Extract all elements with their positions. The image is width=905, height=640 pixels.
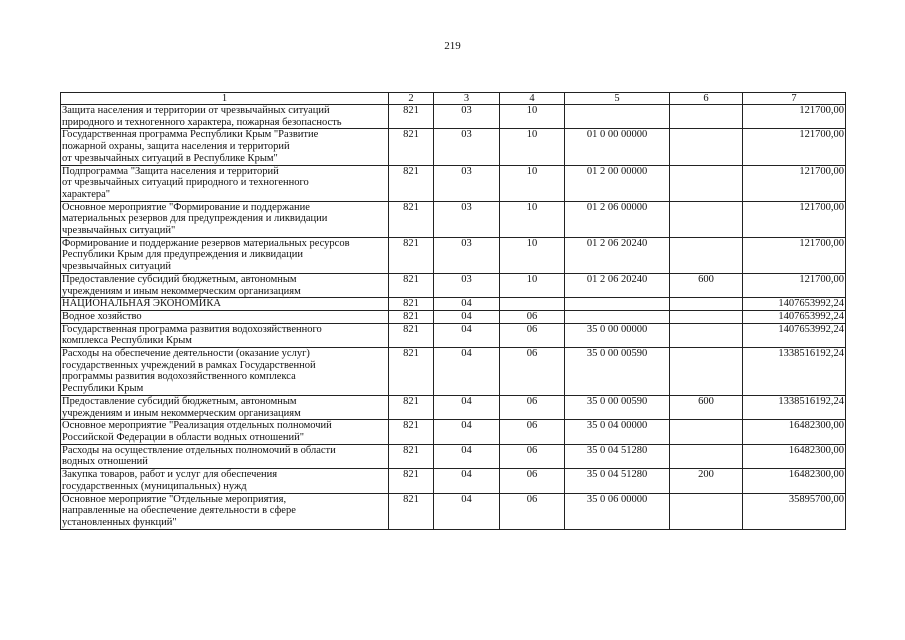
section-code-cell: 03 xyxy=(434,273,500,297)
row-name-cell: Государственная программа Республики Крым "Развитие пожарной охраны, защита населения и территорий от чрезвычайных ситуаций в Республике Крым" xyxy=(61,129,389,165)
section-code-cell: 03 xyxy=(434,201,500,237)
table-row xyxy=(61,237,846,273)
amount-cell: 121700,00 xyxy=(743,273,846,297)
amount-cell: 35895700,00 xyxy=(743,493,846,529)
expense-type-cell xyxy=(670,493,743,529)
target-article-cell: 01 0 00 00000 xyxy=(565,129,670,165)
expense-type-cell xyxy=(670,165,743,201)
expense-type-cell xyxy=(670,323,743,347)
amount-cell: 121700,00 xyxy=(743,165,846,201)
section-code-cell: 04 xyxy=(434,469,500,493)
column-header: 5 xyxy=(565,93,670,105)
expense-type-cell xyxy=(670,298,743,311)
amount-cell: 121700,00 xyxy=(743,201,846,237)
ministry-code-cell: 821 xyxy=(389,395,434,419)
amount-cell: 16482300,00 xyxy=(743,444,846,468)
table-row xyxy=(61,273,846,297)
subsection-code-cell: 06 xyxy=(500,348,565,396)
amount-cell: 1407653992,24 xyxy=(743,310,846,323)
section-code-cell: 03 xyxy=(434,129,500,165)
row-name-cell: Закупка товаров, работ и услуг для обеспечения государственных (муниципальных) нужд xyxy=(61,469,389,493)
amount-cell: 1407653992,24 xyxy=(743,298,846,311)
budget-table xyxy=(60,92,846,530)
expense-type-cell xyxy=(670,201,743,237)
subsection-code-cell: 10 xyxy=(500,105,565,129)
column-header: 3 xyxy=(434,93,500,105)
expense-type-cell: 200 xyxy=(670,469,743,493)
target-article-cell: 35 0 00 00590 xyxy=(565,348,670,396)
section-code-cell: 04 xyxy=(434,323,500,347)
target-article-cell: 35 0 04 51280 xyxy=(565,469,670,493)
target-article-cell: 35 0 06 00000 xyxy=(565,493,670,529)
row-name-cell: Расходы на обеспечение деятельности (оказание услуг) государственных учреждений в рамках Государственной программы развития водохозяйственного комплекса Республики Крым xyxy=(61,348,389,396)
amount-cell: 16482300,00 xyxy=(743,469,846,493)
target-article-cell: 01 2 06 20240 xyxy=(565,273,670,297)
subsection-code-cell: 06 xyxy=(500,444,565,468)
subsection-code-cell: 06 xyxy=(500,310,565,323)
row-name-cell: Подпрограмма "Защита населения и территорий от чрезвычайных ситуаций природного и техногенного характера" xyxy=(61,165,389,201)
table-row xyxy=(61,420,846,444)
table-row xyxy=(61,469,846,493)
ministry-code-cell: 821 xyxy=(389,323,434,347)
table-row xyxy=(61,201,846,237)
section-code-cell: 04 xyxy=(434,420,500,444)
amount-cell: 1338516192,24 xyxy=(743,348,846,396)
row-name-cell: Водное хозяйство xyxy=(61,310,389,323)
row-name-cell: Государственная программа развития водохозяйственного комплекса Республики Крым xyxy=(61,323,389,347)
table-row xyxy=(61,493,846,529)
section-code-cell: 04 xyxy=(434,444,500,468)
ministry-code-cell: 821 xyxy=(389,273,434,297)
row-name-cell: Основное мероприятие "Формирование и поддержание материальных резервов для предупреждения и ликвидации чрезвычайных ситуаций" xyxy=(61,201,389,237)
section-code-cell: 04 xyxy=(434,395,500,419)
target-article-cell: 35 0 00 00000 xyxy=(565,323,670,347)
table-row xyxy=(61,129,846,165)
ministry-code-cell: 821 xyxy=(389,129,434,165)
column-header: 7 xyxy=(743,93,846,105)
target-article-cell xyxy=(565,105,670,129)
expense-type-cell xyxy=(670,129,743,165)
target-article-cell: 01 2 06 20240 xyxy=(565,237,670,273)
amount-cell: 121700,00 xyxy=(743,105,846,129)
ministry-code-cell: 821 xyxy=(389,348,434,396)
amount-cell: 121700,00 xyxy=(743,237,846,273)
expense-type-cell xyxy=(670,444,743,468)
row-name-cell: Основное мероприятие "Отдельные мероприятия, направленные на обеспечение деятельности в сфере установленных функций" xyxy=(61,493,389,529)
expense-type-cell xyxy=(670,420,743,444)
subsection-code-cell: 06 xyxy=(500,420,565,444)
expense-type-cell: 600 xyxy=(670,395,743,419)
subsection-code-cell: 06 xyxy=(500,469,565,493)
column-header: 2 xyxy=(389,93,434,105)
table-row xyxy=(61,444,846,468)
column-header: 4 xyxy=(500,93,565,105)
subsection-code-cell: 10 xyxy=(500,129,565,165)
subsection-code-cell: 10 xyxy=(500,165,565,201)
target-article-cell: 01 2 00 00000 xyxy=(565,165,670,201)
table-row xyxy=(61,105,846,129)
section-code-cell: 04 xyxy=(434,493,500,529)
table-row xyxy=(61,165,846,201)
expense-type-cell: 600 xyxy=(670,273,743,297)
subsection-code-cell: 10 xyxy=(500,273,565,297)
row-name-cell: Защита населения и территории от чрезвычайных ситуаций природного и техногенного характера, пожарная безопасность xyxy=(61,105,389,129)
amount-cell: 121700,00 xyxy=(743,129,846,165)
amount-cell: 1338516192,24 xyxy=(743,395,846,419)
ministry-code-cell: 821 xyxy=(389,469,434,493)
row-name-cell: Формирование и поддержание резервов материальных ресурсов Республики Крым для предупреждения и ликвидации чрезвычайных ситуаций xyxy=(61,237,389,273)
target-article-cell: 01 2 06 00000 xyxy=(565,201,670,237)
target-article-cell xyxy=(565,310,670,323)
column-header: 1 xyxy=(61,93,389,105)
ministry-code-cell: 821 xyxy=(389,165,434,201)
expense-type-cell xyxy=(670,310,743,323)
subsection-code-cell: 10 xyxy=(500,237,565,273)
expense-type-cell xyxy=(670,105,743,129)
section-code-cell: 04 xyxy=(434,298,500,311)
expense-type-cell xyxy=(670,237,743,273)
amount-cell: 1407653992,24 xyxy=(743,323,846,347)
target-article-cell: 35 0 04 00000 xyxy=(565,420,670,444)
ministry-code-cell: 821 xyxy=(389,105,434,129)
section-code-cell: 03 xyxy=(434,105,500,129)
column-header: 6 xyxy=(670,93,743,105)
table-row xyxy=(61,310,846,323)
row-name-cell: Предоставление субсидий бюджетным, автономным учреждениям и иным некоммерческим организациям xyxy=(61,395,389,419)
ministry-code-cell: 821 xyxy=(389,298,434,311)
target-article-cell: 35 0 04 51280 xyxy=(565,444,670,468)
subsection-code-cell: 10 xyxy=(500,201,565,237)
row-name-cell: Предоставление субсидий бюджетным, автономным учреждениям и иным некоммерческим организациям xyxy=(61,273,389,297)
table-row xyxy=(61,348,846,396)
ministry-code-cell: 821 xyxy=(389,201,434,237)
subsection-code-cell: 06 xyxy=(500,323,565,347)
ministry-code-cell: 821 xyxy=(389,420,434,444)
row-name-cell: Основное мероприятие "Реализация отдельных полномочий Российской Федерации в области водных отношений" xyxy=(61,420,389,444)
ministry-code-cell: 821 xyxy=(389,444,434,468)
expense-type-cell xyxy=(670,348,743,396)
ministry-code-cell: 821 xyxy=(389,310,434,323)
target-article-cell xyxy=(565,298,670,311)
table-row xyxy=(61,298,846,311)
table-header-row xyxy=(61,93,846,105)
table-row xyxy=(61,395,846,419)
section-code-cell: 04 xyxy=(434,348,500,396)
section-code-cell: 03 xyxy=(434,237,500,273)
ministry-code-cell: 821 xyxy=(389,493,434,529)
section-code-cell: 04 xyxy=(434,310,500,323)
section-code-cell: 03 xyxy=(434,165,500,201)
table-body xyxy=(61,105,846,530)
row-name-cell: НАЦИОНАЛЬНАЯ ЭКОНОМИКА xyxy=(61,298,389,311)
amount-cell: 16482300,00 xyxy=(743,420,846,444)
subsection-code-cell: 06 xyxy=(500,493,565,529)
target-article-cell: 35 0 00 00590 xyxy=(565,395,670,419)
page-number: 219 xyxy=(444,40,461,52)
subsection-code-cell: 06 xyxy=(500,395,565,419)
row-name-cell: Расходы на осуществление отдельных полномочий в области водных отношений xyxy=(61,444,389,468)
ministry-code-cell: 821 xyxy=(389,237,434,273)
table-row xyxy=(61,323,846,347)
subsection-code-cell xyxy=(500,298,565,311)
